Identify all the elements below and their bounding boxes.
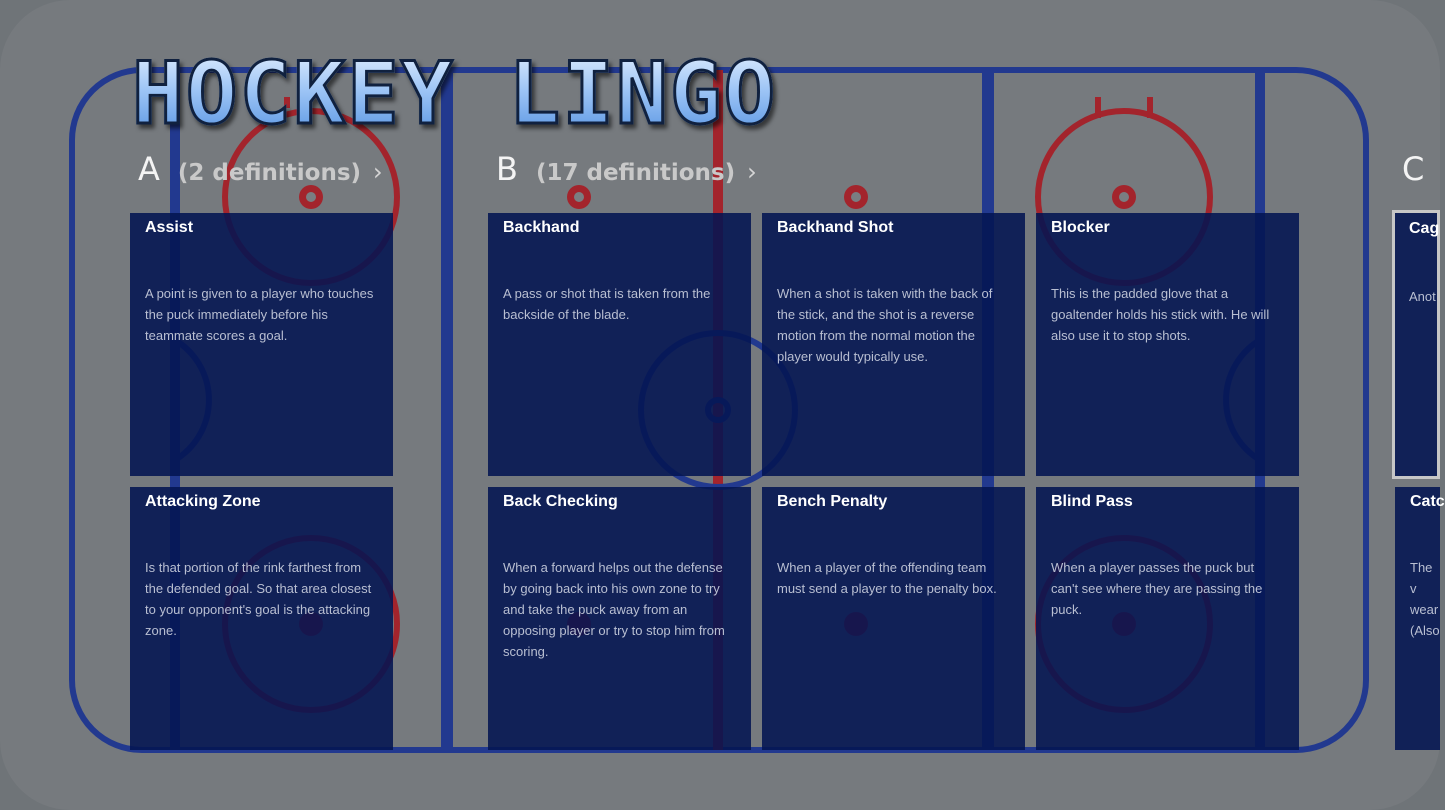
term-title: Backhand xyxy=(503,219,580,236)
term-definition: This is the padded glove that a goaltender holds his stick with. He will also use it to stop shots. xyxy=(1051,286,1270,343)
term-title: Attacking Zone xyxy=(145,493,261,510)
group-header-a[interactable] xyxy=(138,150,383,188)
term-title: Assist xyxy=(145,219,194,236)
chevron-right-icon: › xyxy=(373,158,383,186)
term-definition: Anot xyxy=(1409,289,1436,304)
term-definition: When a player passes the puck but can't see where they are passing the puck. xyxy=(1051,560,1263,617)
term-title: Blind Pass xyxy=(1051,493,1133,510)
term-definition: Is that portion of the rink farthest from the defended goal. So that area closest to your opponent's goal is the attacking zone. xyxy=(145,560,372,638)
term-title: Back Checking xyxy=(503,493,618,510)
app-title: HOCKEY LINGO xyxy=(132,44,778,144)
group-count: (2 definitions) xyxy=(177,160,362,186)
term-definition: A pass or shot that is taken from the backside of the blade. xyxy=(503,286,711,322)
term-definition: The v wear (Also xyxy=(1410,560,1440,638)
term-definition: When a forward helps out the defense by going back into his own zone to try and take the puck away from an opposing player or try to stop him from scoring. xyxy=(503,560,725,659)
term-title: Bench Penalty xyxy=(777,493,888,510)
term-title: Cag xyxy=(1409,220,1440,237)
term-tile-catcher[interactable] xyxy=(1395,487,1445,750)
term-tile-blind-pass[interactable] xyxy=(1036,487,1299,750)
group-letter: A xyxy=(138,150,160,188)
term-tile-back-checking[interactable] xyxy=(488,487,751,750)
group-letter: C xyxy=(1402,150,1425,188)
term-title: Catc xyxy=(1410,493,1445,510)
group-letter: B xyxy=(496,150,518,188)
term-tile-bench-penalty[interactable] xyxy=(762,487,1025,750)
term-tile-cage[interactable] xyxy=(1392,210,1440,479)
term-tile-blocker[interactable] xyxy=(1036,213,1299,476)
term-definition: When a player of the offending team must send a player to the penalty box. xyxy=(777,560,997,596)
term-definition: A point is given to a player who touches the puck immediately before his teammate scores a goal. xyxy=(145,286,374,343)
group-header-b[interactable] xyxy=(496,150,757,188)
term-title: Blocker xyxy=(1051,219,1110,236)
term-tile-attacking-zone[interactable] xyxy=(130,487,393,750)
term-tile-backhand-shot[interactable] xyxy=(762,213,1025,476)
term-tile-backhand[interactable] xyxy=(488,213,751,476)
group-header-c[interactable] xyxy=(1402,150,1442,188)
chevron-right-icon: › xyxy=(747,158,757,186)
term-title: Backhand Shot xyxy=(777,219,894,236)
term-tile-assist[interactable] xyxy=(130,213,393,476)
term-definition: When a shot is taken with the back of the stick, and the shot is a reverse motion from the normal motion the player would typically use. xyxy=(777,286,993,364)
group-count: (17 definitions) xyxy=(535,160,736,186)
